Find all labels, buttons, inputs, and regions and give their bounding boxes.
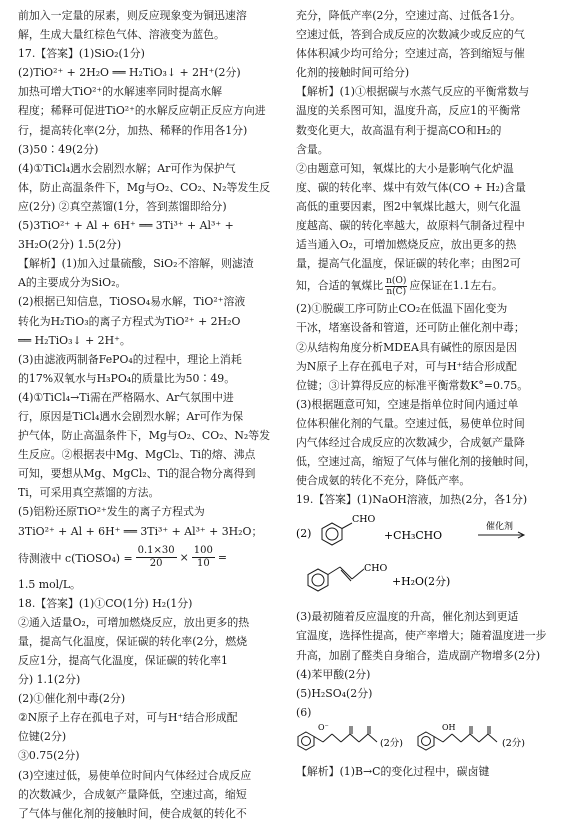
- oxygen-coal-ratio-line: [296, 273, 558, 299]
- times-sign: ×: [179, 551, 189, 565]
- fraction-2-denominator: 10: [196, 558, 210, 570]
- structure-a: [298, 726, 377, 750]
- fraction-1-denominator: 20: [149, 558, 163, 570]
- right-text-line: 使合成氨的转化不充分，降低产率。: [296, 474, 471, 488]
- fraction-1: [136, 545, 177, 570]
- left-text-line: 加热可增大TiO²⁺的水解速率同时提高水解: [18, 85, 223, 99]
- left-text-line: (2)TiO²⁺ + 2H₂O ══ H₂TiO₃↓ + 2H⁺(2分): [18, 66, 241, 80]
- left-text-line: (2)根据已知信息，TiOSO₄易水解，TiO²⁺溶液: [18, 295, 246, 309]
- left-text-line: ══ H₂TiO₃↓ + 2H⁺。: [18, 333, 131, 347]
- left-text-line: (3)空速过低，易使单位时间内气体经过合成反应: [18, 768, 252, 782]
- left-text-line: 【解析】(1)加入过量硫酸，SiO₂不溶解，则滤渣: [18, 257, 254, 271]
- left-text-line: (4)①TiCl₄遇水会剧烈水解；Ar可作为保护气: [18, 161, 236, 175]
- ratio-fraction: [385, 276, 407, 297]
- left-text-block-b: [18, 575, 286, 823]
- left-text-line: 转化为H₂TiO₃的离子方程式为TiO²⁺ + 2H₂O: [18, 314, 241, 328]
- water-byproduct: +H₂O(2分): [392, 575, 451, 589]
- right-text-line: 温度的关系图可知，温度升高，反应1的平衡常: [296, 104, 521, 118]
- right-text-line: 适当通入O₂，可增加燃烧反应，放出更多的热: [296, 238, 517, 252]
- ratio-denominator: n(C): [386, 286, 407, 297]
- left-text-line: 的17%双氧水与H₃PO₄的质量比为50∶49。: [18, 371, 236, 385]
- left-text-line: A的主要成分为SiO₂。: [18, 276, 127, 290]
- right-text-line: 为N原子上存在孤电子对，可与H⁺结合形成配: [296, 359, 517, 373]
- score-label-1: (2分): [380, 737, 403, 749]
- ratio-numerator: n(O): [386, 275, 407, 286]
- reaction-structures: [296, 509, 558, 607]
- left-text-line: 了气体与催化剂的接触时间，使合成氨的转化不: [18, 806, 247, 820]
- right-text-line: 度、碳的转化率、煤中有效气体(CO + H₂)含量: [296, 180, 526, 194]
- left-text-line: 体，防止高温条件下，Mg与O₂、CO₂、N₂等发生反: [18, 180, 271, 194]
- fraction-2-numerator: 100: [193, 545, 213, 557]
- left-text-line: 位键(2分): [18, 730, 67, 744]
- left-column: [18, 6, 286, 823]
- analysis-19-line: 【解析】(1)B→C的变化过程中，碳卤键: [296, 764, 490, 778]
- left-text-line: 的次数减少，合成氨产量降低，空速过高，缩短: [18, 787, 247, 801]
- left-text-line: 分) 1.1(2分): [18, 673, 81, 687]
- ratio-prefix: 知，合适的氧煤比: [296, 279, 384, 293]
- right-text-line: (3)根据题意可知，空速是指单位时间内通过单: [296, 397, 519, 411]
- equation-prefix: 待测液中 c(TiOSO₄) =: [18, 551, 133, 565]
- right-text-line: 含量。: [296, 142, 329, 156]
- answer-6-svg: [296, 722, 558, 762]
- left-text-line: (3)由滤液两制备FePO₄的过程中，理论上消耗: [18, 352, 242, 366]
- equals-sign: =: [217, 551, 228, 565]
- aldol-reaction-scheme: [296, 509, 558, 607]
- left-text-line: 行，原因是TiCl₄遇水会剧烈水解；Ar可作为保: [18, 409, 244, 423]
- concentration-equation: [18, 541, 286, 575]
- right-text-line: 化剂的接触时间可给分): [296, 66, 410, 80]
- right-text-line: ②从结构角度分析MDEA具有碱性的原因是因: [296, 340, 517, 354]
- left-text-line: 量，提高气化温度，保证碳的转化率(2分，燃烧: [18, 634, 247, 648]
- score-label-2: (2分): [502, 737, 525, 749]
- right-text-line: 充分，降低产率(2分，空速过高、过低各1分。: [296, 9, 522, 22]
- cinnamaldehyde-structure: [308, 567, 364, 591]
- left-text-line: Ti，可采用真空蒸馏的方法。: [18, 486, 160, 500]
- acetaldehyde-reagent: +CH₃CHO: [384, 529, 443, 543]
- benzaldehyde-structure: [322, 523, 352, 545]
- right-text-line: (2)①脱碳工序可防止CO₂在低温下固化变为: [296, 302, 508, 316]
- right-text-line: (5)H₂SO₄(2分): [296, 686, 373, 700]
- right-text-line: 干冰，堵塞设备和管道，还可防止催化剂中毒；: [296, 321, 525, 335]
- left-text-line: 17.【答案】(1)SiO₂(1分): [18, 47, 145, 61]
- right-text-line: (4)苯甲酸(2分): [296, 667, 371, 681]
- left-text-line: 应(2分) ②真空蒸馏(1分，答到蒸馏即给分): [18, 199, 227, 213]
- right-text-line: 低，空速过高，缩短了气体与催化剂的接触时间，: [296, 455, 536, 469]
- right-text-line: 量，提高气化温度，保证碳的转化率；由图2可: [296, 257, 521, 271]
- right-text-line: 位键；③计算得反应的标准平衡常数K°=0.75。: [296, 378, 529, 392]
- oxide-label: O⁻: [318, 722, 329, 732]
- left-text-line: 程度；稀释可促进TiO²⁺的水解反应朝正反应方向进: [18, 104, 266, 118]
- right-text-line: (3)最初随着反应温度的升高，催化剂达到更适: [296, 610, 519, 624]
- left-text-line: ②通入适量O₂，可增加燃烧反应，放出更多的热: [18, 615, 250, 629]
- hydroxyl-label: OH: [442, 722, 456, 732]
- right-text-line: 高低的重要因素，图2中氧煤比越大，则气化温: [296, 199, 521, 213]
- right-text-line: 【解析】(1)①根据碳与水蒸气反应的平衡常数与: [296, 85, 530, 99]
- right-text-line: 内气体经过合成反应的次数减少，合成氨产量降: [296, 435, 525, 449]
- right-text-line: 19.【答案】(1)NaOH溶液，加热(2分，各1分): [296, 493, 528, 507]
- right-text-block-a: [296, 6, 558, 273]
- left-text-line: 3TiO²⁺ + Al + 6H⁺ ══ 3Ti³⁺ + Al³⁺ + 3H₂O；: [18, 524, 263, 538]
- right-text-line: 体体积减少均可给分；空速过高，答到缩短与催: [296, 47, 525, 61]
- left-text-line: (5)3TiO²⁺ + Al + 6H⁺ ══ 3Ti³⁺ + Al³⁺ +: [18, 219, 234, 233]
- right-text-line: ②由题意可知，氧煤比的大小是影响气化炉温: [296, 161, 514, 175]
- left-text-line: 前加入一定量的尿素，则反应现象变为铜迅速溶: [18, 9, 247, 22]
- right-text-block-c: [296, 607, 558, 722]
- left-text-line: 护气体，防止高温条件下，Mg与O₂、CO₂、N₂等发: [18, 429, 271, 443]
- fraction-1-numerator: 0.1×30: [137, 545, 175, 557]
- left-text-line: (5)铝粉还原TiO²⁺发生的离子方程式为: [18, 505, 205, 519]
- left-text-line: 行，提高转化率(2分，加热、稀释的作用各1分): [18, 123, 248, 137]
- left-text-line: 3H₂O(2分) 1.5(2分): [18, 238, 122, 252]
- left-text-line: (4)①TiCl₄→Ti需在严格隔水、Ar气氛围中进: [18, 390, 234, 404]
- left-text-line: (2)①催化剂中毒(2分): [18, 692, 126, 706]
- left-text-line: ③0.75(2分): [18, 749, 80, 763]
- right-text-line: 空速过低，答到合成反应的次数减少或反应的气: [296, 28, 525, 42]
- right-text-block-b: [296, 299, 558, 509]
- left-text-block-a: [18, 6, 286, 541]
- answer-6-structures: [296, 722, 558, 762]
- left-text-line: 1.5 mol/L。: [18, 577, 81, 591]
- catalyst-label: 催化剂: [486, 522, 514, 533]
- left-text-line: 生反应。②根据表中Mg、MgCl₂、Ti的熔、沸点: [18, 448, 256, 462]
- structure-b: [418, 726, 497, 750]
- right-text-line: (6): [296, 705, 312, 719]
- right-text-line: 升高，加剧了醛类自身缩合，造成副产物增多(2分): [296, 648, 541, 662]
- right-text-line: 位体积催化剂的气量。空速过低，易使单位时间: [296, 416, 525, 430]
- left-text-line: 18.【答案】(1)①CO(1分) H₂(1分): [18, 596, 193, 610]
- left-text-line: ②N原子上存在孤电子对，可与H⁺结合形成配: [18, 711, 238, 725]
- aldehyde-group-label: CHO: [352, 514, 376, 526]
- right-text-line: 宜温度，选择性提高，使产率增大；随着温度进一步: [296, 629, 547, 643]
- right-text-line: 度越高、碳的转化率越大，故原料气制备过程中: [296, 219, 525, 233]
- left-text-line: 反应1分，提高气化温度，保证碳的转化率1: [18, 654, 228, 667]
- left-text-line: 可知，要想从Mg、MgCl₂、Ti的混合物分离得到: [18, 467, 256, 481]
- product-aldehyde-label: CHO: [364, 563, 388, 575]
- right-column: [296, 6, 558, 781]
- right-text-line: 数变化更大，故高温有利于提高CO和H₂的: [296, 123, 502, 137]
- reaction-label: (2): [296, 527, 312, 541]
- ratio-suffix: 应保证在1.1左右。: [409, 279, 503, 293]
- left-text-line: (3)50∶49(2分): [18, 142, 99, 156]
- left-text-line: 解，生成大量红棕色气体、溶液变为蓝色。: [18, 28, 225, 42]
- fraction-2: [192, 545, 215, 570]
